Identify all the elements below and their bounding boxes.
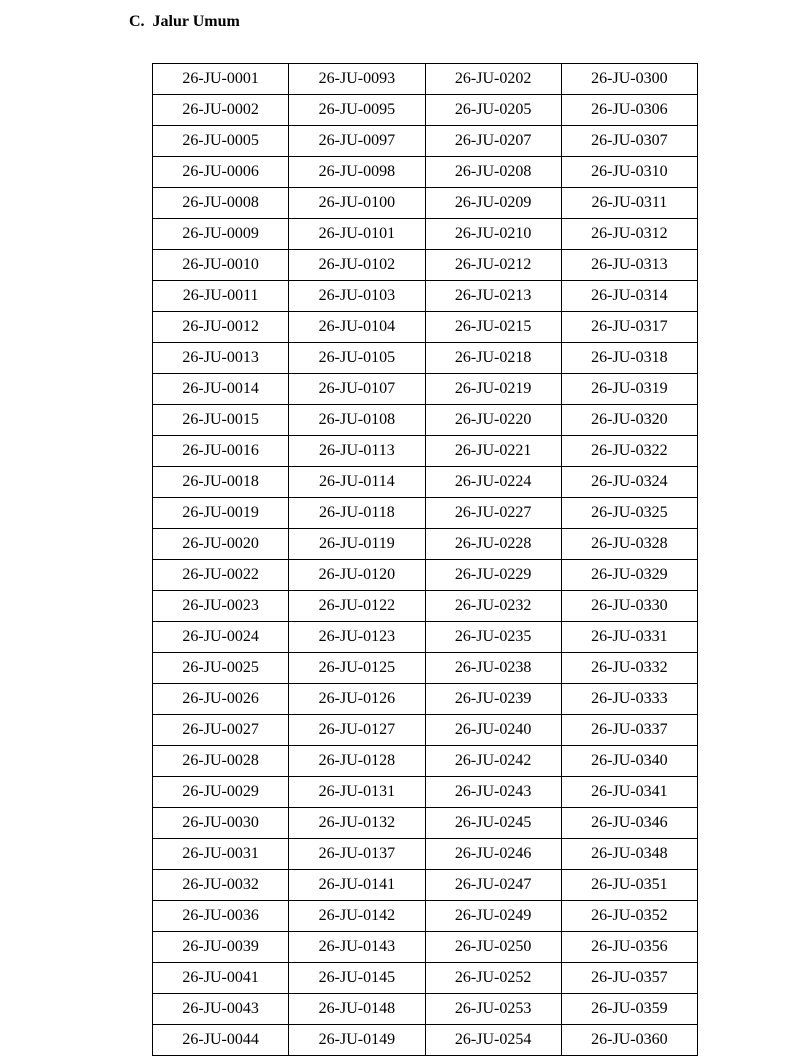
- registration-number-cell: 26-JU-0238: [425, 653, 561, 684]
- registration-number-cell: 26-JU-0044: [153, 1025, 289, 1056]
- registration-number-cell: 26-JU-0311: [561, 188, 697, 219]
- registration-number-cell: 26-JU-0332: [561, 653, 697, 684]
- registration-number-cell: 26-JU-0093: [289, 64, 425, 95]
- registration-number-cell: 26-JU-0039: [153, 932, 289, 963]
- registration-number-cell: 26-JU-0011: [153, 281, 289, 312]
- registration-number-cell: 26-JU-0102: [289, 250, 425, 281]
- table-row: [153, 312, 698, 343]
- registration-number-cell: 26-JU-0009: [153, 219, 289, 250]
- registration-number-cell: 26-JU-0122: [289, 591, 425, 622]
- table-row: [153, 870, 698, 901]
- table-row: [153, 126, 698, 157]
- table-row: [153, 498, 698, 529]
- registration-number-cell: 26-JU-0357: [561, 963, 697, 994]
- registration-number-cell: 26-JU-0022: [153, 560, 289, 591]
- registration-number-cell: 26-JU-0314: [561, 281, 697, 312]
- registration-number-cell: 26-JU-0235: [425, 622, 561, 653]
- registration-number-cell: 26-JU-0005: [153, 126, 289, 157]
- registration-number-cell: 26-JU-0242: [425, 746, 561, 777]
- table-row: [153, 250, 698, 281]
- registration-number-cell: 26-JU-0246: [425, 839, 561, 870]
- registration-number-cell: 26-JU-0215: [425, 312, 561, 343]
- registration-number-cell: 26-JU-0149: [289, 1025, 425, 1056]
- table-row: [153, 281, 698, 312]
- table-row: [153, 95, 698, 126]
- registration-number-cell: 26-JU-0218: [425, 343, 561, 374]
- table-row: [153, 219, 698, 250]
- table-row: [153, 839, 698, 870]
- registration-number-cell: 26-JU-0252: [425, 963, 561, 994]
- registration-number-cell: 26-JU-0012: [153, 312, 289, 343]
- table-row: [153, 622, 698, 653]
- registration-number-cell: 26-JU-0127: [289, 715, 425, 746]
- registration-number-table: [152, 63, 698, 1056]
- registration-number-cell: 26-JU-0330: [561, 591, 697, 622]
- table-row: [153, 188, 698, 219]
- registration-number-cell: 26-JU-0032: [153, 870, 289, 901]
- registration-number-cell: 26-JU-0348: [561, 839, 697, 870]
- registration-number-cell: 26-JU-0228: [425, 529, 561, 560]
- registration-number-cell: 26-JU-0148: [289, 994, 425, 1025]
- registration-number-cell: 26-JU-0014: [153, 374, 289, 405]
- registration-number-cell: 26-JU-0331: [561, 622, 697, 653]
- registration-number-cell: 26-JU-0031: [153, 839, 289, 870]
- registration-number-cell: 26-JU-0142: [289, 901, 425, 932]
- registration-number-cell: 26-JU-0137: [289, 839, 425, 870]
- registration-number-cell: 26-JU-0002: [153, 95, 289, 126]
- registration-number-cell: 26-JU-0352: [561, 901, 697, 932]
- registration-number-cell: 26-JU-0097: [289, 126, 425, 157]
- registration-number-cell: 26-JU-0010: [153, 250, 289, 281]
- registration-number-cell: 26-JU-0220: [425, 405, 561, 436]
- registration-number-cell: 26-JU-0312: [561, 219, 697, 250]
- registration-number-cell: 26-JU-0351: [561, 870, 697, 901]
- registration-number-cell: 26-JU-0319: [561, 374, 697, 405]
- registration-number-cell: 26-JU-0098: [289, 157, 425, 188]
- registration-number-cell: 26-JU-0024: [153, 622, 289, 653]
- registration-number-cell: 26-JU-0028: [153, 746, 289, 777]
- registration-number-cell: 26-JU-0208: [425, 157, 561, 188]
- registration-number-cell: 26-JU-0207: [425, 126, 561, 157]
- registration-number-cell: 26-JU-0143: [289, 932, 425, 963]
- registration-number-cell: 26-JU-0240: [425, 715, 561, 746]
- registration-number-cell: 26-JU-0100: [289, 188, 425, 219]
- registration-number-cell: 26-JU-0105: [289, 343, 425, 374]
- table-row: [153, 777, 698, 808]
- registration-number-cell: 26-JU-0346: [561, 808, 697, 839]
- registration-number-cell: 26-JU-0341: [561, 777, 697, 808]
- table-row: [153, 436, 698, 467]
- table-row: [153, 591, 698, 622]
- registration-number-cell: 26-JU-0202: [425, 64, 561, 95]
- registration-number-cell: 26-JU-0227: [425, 498, 561, 529]
- registration-number-cell: 26-JU-0001: [153, 64, 289, 95]
- registration-number-cell: 26-JU-0250: [425, 932, 561, 963]
- registration-number-cell: 26-JU-0019: [153, 498, 289, 529]
- registration-number-cell: 26-JU-0029: [153, 777, 289, 808]
- registration-number-cell: 26-JU-0095: [289, 95, 425, 126]
- registration-number-cell: 26-JU-0023: [153, 591, 289, 622]
- table-row: [153, 157, 698, 188]
- registration-table-body: [153, 64, 698, 1056]
- table-row: [153, 994, 698, 1025]
- registration-number-cell: 26-JU-0356: [561, 932, 697, 963]
- registration-number-cell: 26-JU-0254: [425, 1025, 561, 1056]
- registration-number-cell: 26-JU-0020: [153, 529, 289, 560]
- registration-number-cell: 26-JU-0359: [561, 994, 697, 1025]
- registration-number-cell: 26-JU-0247: [425, 870, 561, 901]
- registration-number-cell: 26-JU-0120: [289, 560, 425, 591]
- table-row: [153, 64, 698, 95]
- registration-number-cell: 26-JU-0145: [289, 963, 425, 994]
- table-row: [153, 684, 698, 715]
- registration-number-cell: 26-JU-0108: [289, 405, 425, 436]
- registration-number-cell: 26-JU-0310: [561, 157, 697, 188]
- registration-number-cell: 26-JU-0307: [561, 126, 697, 157]
- registration-number-cell: 26-JU-0245: [425, 808, 561, 839]
- registration-number-cell: 26-JU-0221: [425, 436, 561, 467]
- section-heading: C. Jalur Umum: [129, 13, 240, 30]
- registration-number-cell: 26-JU-0239: [425, 684, 561, 715]
- table-row: [153, 405, 698, 436]
- registration-number-cell: 26-JU-0318: [561, 343, 697, 374]
- registration-number-cell: 26-JU-0107: [289, 374, 425, 405]
- table-row: [153, 932, 698, 963]
- table-row: [153, 963, 698, 994]
- registration-number-cell: 26-JU-0132: [289, 808, 425, 839]
- table-row: [153, 808, 698, 839]
- registration-number-cell: 26-JU-0101: [289, 219, 425, 250]
- registration-number-cell: 26-JU-0030: [153, 808, 289, 839]
- registration-number-cell: 26-JU-0360: [561, 1025, 697, 1056]
- table-row: [153, 343, 698, 374]
- registration-number-cell: 26-JU-0325: [561, 498, 697, 529]
- registration-number-cell: 26-JU-0131: [289, 777, 425, 808]
- registration-number-cell: 26-JU-0313: [561, 250, 697, 281]
- registration-number-cell: 26-JU-0013: [153, 343, 289, 374]
- registration-number-cell: 26-JU-0016: [153, 436, 289, 467]
- registration-number-cell: 26-JU-0027: [153, 715, 289, 746]
- table-row: [153, 901, 698, 932]
- table-row: [153, 529, 698, 560]
- registration-number-cell: 26-JU-0253: [425, 994, 561, 1025]
- registration-number-cell: 26-JU-0123: [289, 622, 425, 653]
- registration-number-cell: 26-JU-0104: [289, 312, 425, 343]
- registration-number-cell: 26-JU-0118: [289, 498, 425, 529]
- registration-number-cell: 26-JU-0125: [289, 653, 425, 684]
- registration-number-cell: 26-JU-0015: [153, 405, 289, 436]
- registration-number-cell: 26-JU-0219: [425, 374, 561, 405]
- registration-number-cell: 26-JU-0337: [561, 715, 697, 746]
- registration-number-cell: 26-JU-0324: [561, 467, 697, 498]
- registration-number-cell: 26-JU-0026: [153, 684, 289, 715]
- registration-number-cell: 26-JU-0103: [289, 281, 425, 312]
- registration-number-cell: 26-JU-0205: [425, 95, 561, 126]
- registration-number-cell: 26-JU-0113: [289, 436, 425, 467]
- registration-number-cell: 26-JU-0119: [289, 529, 425, 560]
- registration-number-cell: 26-JU-0300: [561, 64, 697, 95]
- registration-number-cell: 26-JU-0210: [425, 219, 561, 250]
- registration-number-cell: 26-JU-0306: [561, 95, 697, 126]
- table-row: [153, 1025, 698, 1056]
- registration-number-cell: 26-JU-0322: [561, 436, 697, 467]
- registration-number-cell: 26-JU-0317: [561, 312, 697, 343]
- table-row: [153, 746, 698, 777]
- registration-number-cell: 26-JU-0018: [153, 467, 289, 498]
- registration-number-cell: 26-JU-0320: [561, 405, 697, 436]
- registration-number-cell: 26-JU-0141: [289, 870, 425, 901]
- registration-number-cell: 26-JU-0333: [561, 684, 697, 715]
- registration-number-cell: 26-JU-0229: [425, 560, 561, 591]
- registration-number-cell: 26-JU-0209: [425, 188, 561, 219]
- registration-number-cell: 26-JU-0329: [561, 560, 697, 591]
- registration-number-cell: 26-JU-0249: [425, 901, 561, 932]
- registration-number-cell: 26-JU-0006: [153, 157, 289, 188]
- registration-number-cell: 26-JU-0114: [289, 467, 425, 498]
- registration-number-cell: 26-JU-0212: [425, 250, 561, 281]
- registration-number-cell: 26-JU-0340: [561, 746, 697, 777]
- table-row: [153, 715, 698, 746]
- registration-number-cell: 26-JU-0008: [153, 188, 289, 219]
- table-row: [153, 467, 698, 498]
- registration-number-cell: 26-JU-0232: [425, 591, 561, 622]
- registration-number-cell: 26-JU-0126: [289, 684, 425, 715]
- table-row: [153, 653, 698, 684]
- registration-number-cell: 26-JU-0043: [153, 994, 289, 1025]
- table-row: [153, 374, 698, 405]
- table-row: [153, 560, 698, 591]
- registration-number-cell: 26-JU-0025: [153, 653, 289, 684]
- registration-number-cell: 26-JU-0041: [153, 963, 289, 994]
- registration-number-cell: 26-JU-0128: [289, 746, 425, 777]
- registration-number-cell: 26-JU-0243: [425, 777, 561, 808]
- registration-number-cell: 26-JU-0328: [561, 529, 697, 560]
- registration-number-cell: 26-JU-0213: [425, 281, 561, 312]
- registration-number-cell: 26-JU-0224: [425, 467, 561, 498]
- registration-number-cell: 26-JU-0036: [153, 901, 289, 932]
